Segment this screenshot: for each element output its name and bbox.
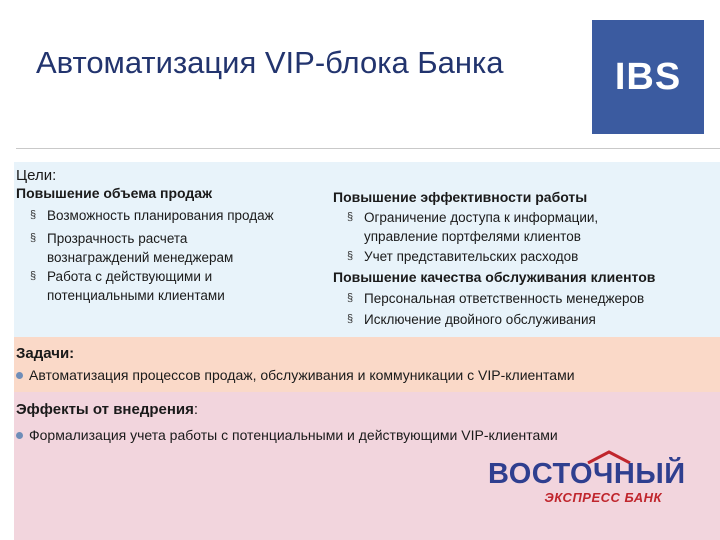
tasks-heading	[16, 345, 74, 362]
bullet-icon: §	[30, 209, 37, 221]
list-item	[30, 229, 330, 267]
list-item	[347, 208, 707, 246]
effects-heading	[16, 401, 198, 418]
list-item	[347, 310, 707, 329]
bank-name: ВОСТОЧНЫЙ	[488, 458, 686, 490]
bullet-dot-icon	[16, 372, 23, 379]
list-item-text: Работа с действующими и	[47, 269, 213, 284]
list-item	[30, 267, 330, 305]
ibs-logo-text: IBS	[614, 55, 682, 98]
list-item-text: Возможность планирования продаж	[47, 208, 274, 223]
ibs-logo	[592, 20, 704, 134]
goals-right-heading-1: Повышение эффективности работы	[333, 189, 588, 205]
list-item	[347, 289, 707, 308]
list-item-text: Исключение двойного обслуживания	[364, 312, 596, 327]
tasks-section	[14, 337, 720, 392]
list-item-text: управление портфелями клиентов	[364, 229, 581, 244]
bullet-icon: §	[347, 211, 354, 223]
goals-heading: Цели:	[16, 167, 57, 184]
list-item-text: потенциальными клиентами	[47, 288, 225, 303]
goals-right-heading-2: Повышение качества обслуживания клиентов	[333, 269, 656, 285]
effects-item	[16, 427, 558, 443]
vostochny-bank-logo	[488, 458, 686, 508]
bullet-icon: §	[347, 292, 354, 304]
effects-heading-text: Эффекты от внедрения	[16, 401, 194, 418]
list-item-text: Ограничение доступа к информации,	[364, 210, 599, 225]
slide-title: Автоматизация VIP-блока Банка	[36, 45, 504, 80]
list-item-text: вознаграждений менеджерам	[47, 250, 234, 265]
bank-subtitle: ЭКСПРЕСС БАНК	[544, 490, 662, 505]
bullet-icon: §	[30, 270, 37, 282]
list-item-text: Персональная ответственность менеджеров	[364, 291, 645, 306]
header-divider	[16, 148, 720, 149]
list-item-text: Прозрачность расчета	[47, 231, 188, 246]
effects-item-text: Формализация учета работы с потенциальными и действующими VIP-клиентами	[29, 427, 558, 443]
bullet-icon: §	[347, 250, 354, 262]
tasks-heading-text: Задачи:	[16, 345, 75, 362]
bullet-icon: §	[30, 232, 37, 244]
list-item-text: Учет представительских расходов	[364, 249, 579, 264]
tasks-item	[16, 367, 575, 383]
bullet-icon: §	[347, 313, 354, 325]
effects-heading-colon: :	[193, 401, 199, 418]
bullet-dot-icon	[16, 432, 23, 439]
list-item	[347, 247, 707, 266]
goals-left-heading: Повышение объема продаж	[16, 185, 213, 201]
tasks-item-text: Автоматизация процессов продаж, обслуживания и коммуникации с VIP-клиентами	[29, 367, 575, 383]
list-item	[30, 206, 330, 225]
